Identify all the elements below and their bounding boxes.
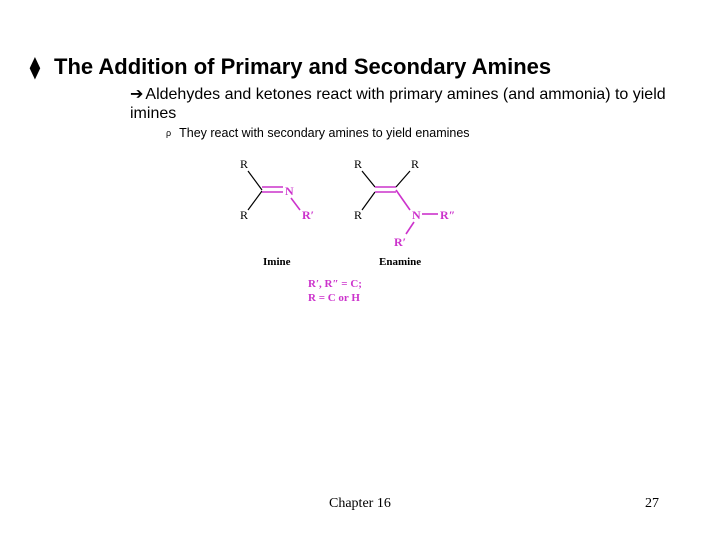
enamine-r-bottom: R <box>354 208 363 222</box>
substituent-note-line2: R = C or H <box>308 292 360 304</box>
imine-nitrogen: N <box>285 184 294 198</box>
imine-bond-r-top <box>248 171 262 190</box>
substituent-note-line1: R′, R″ = C; <box>308 278 362 290</box>
enamine-r-top-right: R <box>411 157 420 171</box>
imine-r-top: R <box>240 157 249 171</box>
bullet-enamines-text: They react with secondary amines to yield enamines <box>179 126 470 140</box>
bullet-imines-text: Aldehydes and ketones react with primary amines (and ammonia) to yield imines <box>130 86 666 122</box>
imine-enamine-figure <box>220 150 460 310</box>
slide-title <box>30 54 551 80</box>
enamine-r-prime: R′ <box>394 235 407 249</box>
bullet-enamines <box>166 126 470 140</box>
sub-bullet-icon: ρ <box>166 128 172 138</box>
footer-chapter: Chapter 16 <box>329 496 391 511</box>
enamine-nitrogen: N <box>412 208 421 222</box>
diamond-bullet-icon: ⧫ <box>30 57 40 79</box>
arrow-bullet-icon: ➔ <box>130 86 144 103</box>
enamine-bond-n-r1 <box>406 222 414 234</box>
enamine-bond-r-bottom <box>362 192 375 210</box>
imine-label: Imine <box>263 256 291 268</box>
enamine-structure <box>354 157 455 249</box>
enamine-r-double-prime: R″ <box>440 208 456 222</box>
enamine-bond-r-top-left <box>362 171 375 187</box>
imine-bond-n-r <box>291 198 300 210</box>
imine-structure <box>240 157 314 222</box>
bullet-imines <box>130 85 690 123</box>
page-number: 27 <box>645 496 659 511</box>
enamine-bond-r-top-right <box>396 171 410 187</box>
title-text: The Addition of Primary and Secondary Amines <box>54 54 552 79</box>
enamine-bond-c-n <box>396 190 410 210</box>
imine-r-prime: R′ <box>302 208 315 222</box>
imine-bond-r-bottom <box>248 191 262 210</box>
enamine-r-top-left: R <box>354 157 363 171</box>
enamine-label: Enamine <box>379 256 422 268</box>
imine-r-bottom: R <box>240 208 249 222</box>
